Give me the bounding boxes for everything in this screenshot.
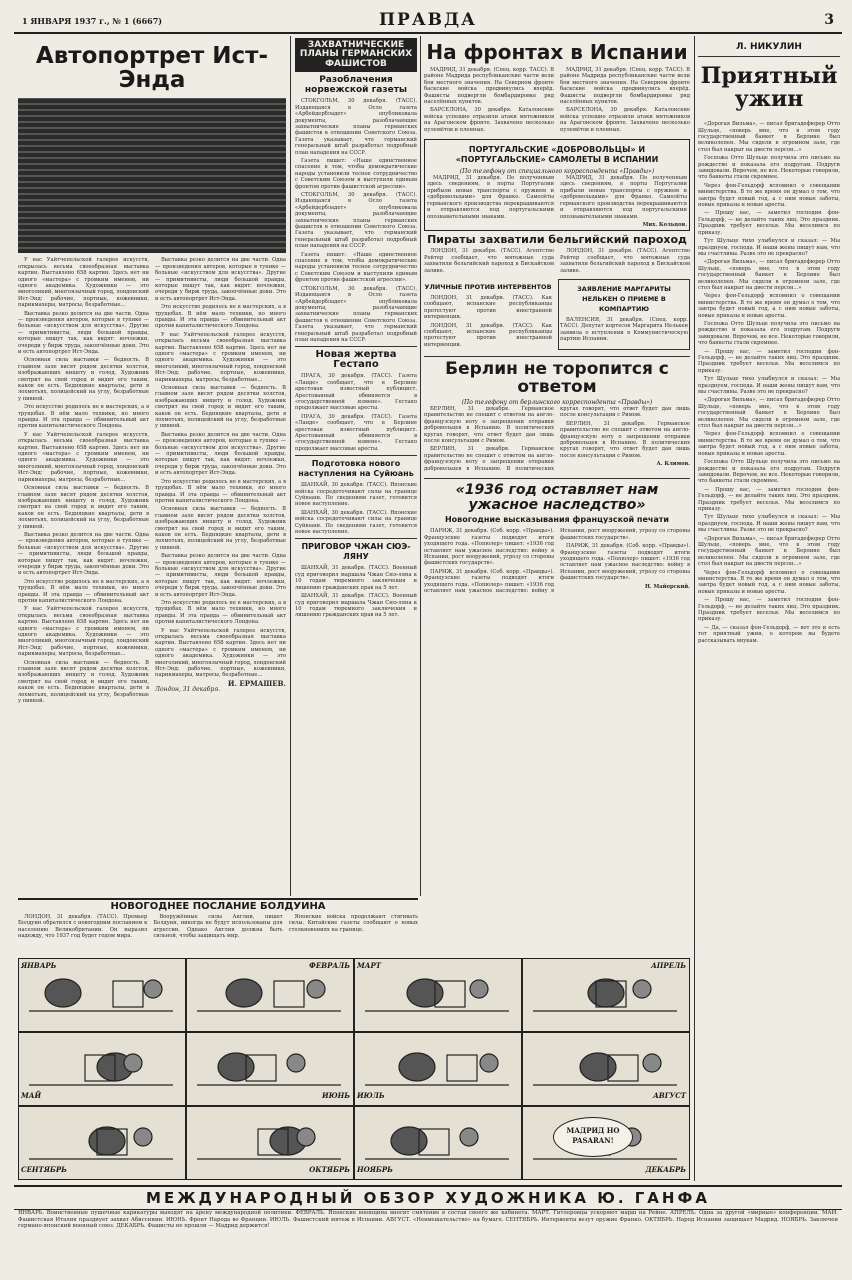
cartoon-panel xyxy=(522,1032,690,1106)
cartoon-figure xyxy=(643,1054,661,1072)
footer-caption: ЯНВАРЬ. Воинственные пушечные карикатуры выходят на арену международной политики. ФЕВРАЛЬ. Японские военщина вносит смятение в состав своего же кабинета. МАРТ. Гитлеровцы ускоряют марш на Рейне. АПРЕЛЬ. Одна за другой «мирные» конференции. МАЙ. Фашистская Италия празднует захват Абиссинии. ИЮНЬ. Фронт Народа во Франции. ИЮЛЬ. Фашистский мятеж в Испании. АВГУСТ. «Невмешательство» на бумаге. СЕНТЯБРЬ. Интервенты везут оружие Франко. ОКТЯБРЬ. Народ Испании защищает Мадрид. НОЯБРЬ. Заключен германо-японский военный союз. ДЕКАБРЬ. Фашисты не прошли — Мадрид держится! xyxy=(18,1210,838,1230)
cartoon-figure xyxy=(89,1127,125,1155)
cartoon-drawing xyxy=(23,971,179,1015)
cartoon-figure xyxy=(45,979,81,1007)
author-signature: И. ЕРМАШЕВ. xyxy=(227,678,286,688)
headline-suiyuan: Подготовка нового наступления на Суйюань xyxy=(295,455,417,479)
article-photo xyxy=(18,98,286,253)
cartoon-month-label: НОЯБРЬ xyxy=(357,1165,393,1174)
cartoon-month-label: ДЕКАБРЬ xyxy=(645,1165,686,1174)
cartoon-panel xyxy=(18,958,186,1032)
cartoon-drawing xyxy=(191,1045,347,1089)
cartoon-month-label: ОКТЯБРЬ xyxy=(309,1165,350,1174)
cartoon-panel xyxy=(354,958,522,1032)
cartoon-month-label: ЯНВАРЬ xyxy=(21,961,57,970)
madrid-sign: МАДРИД НО PASARAN! xyxy=(553,1117,633,1157)
article-body: МАДРИД, 31 декабря. (Спец. корр. ТАСС). В районе Мадрида республиканские части вели бои местного значения. На Северном фронте баскские войска продвинулись вперёд. Фашисты подвергли бомбардировке ряд населённых пунктов. БАРСЕЛОНА, 30 декабря. Каталонские войска успешно отразили атаки мятежников на Арагонском фронте. Захвачено несколько пулемётов и пленные. МАДРИД, 31 декабря. (Спец. корр. ТАСС). В районе Мадрида республиканские части вели бои местного значения. На Северном фронте баскские войска продвинулись вперёд. Фашисты подвергли бомбардировке ряд населённых пунктов. БАРСЕЛОНА, 30 декабря. Каталонские войска успешно отразили атаки мятежников на Арагонском фронте. Захвачено несколько пулемётов и пленные. xyxy=(424,67,690,133)
headline-uchlichnye: УЛИЧНЫЕ ПРОТИВ ИНТЕРВЕНТОВ xyxy=(424,282,552,291)
article-german-plans: ЗАХВАТНИЧЕСКИЕ ПЛАНЫ ГЕРМАНСКИХ ФАШИСТОВ Разоблачения норвежской газеты СТОКГОЛЬМ, 30 декабря. (ТАСС). Издающаяся в Осло газета «Арбейдербладет» опубликовала документы, разоблачающие захватнические планы германских фашистов в отношении Советского Союза. Газета указывает, что германский генеральный штаб разработал подробный план нападения на СССР. Газета пишет: «Наше единственное спасение в том, чтобы демократические народы установили тесное сотрудничество с Советским Союзом и выступили единым фронтом против фашистской агрессии». СТОКГОЛЬМ, 30 декабря. (ТАСС). Издающаяся в Осло газета «Арбейдербладет» опубликовала документы, разоблачающие захватнические планы германских фашистов в отношении Советского Союза. Газета указывает, что германский генеральный штаб разработал подробный план нападения на СССР. Газета пишет: «Наше единственное спасение в том, чтобы демократические народы установили тесное сотрудничество с Советским Союзом и выступили единым фронтом против фашистской агрессии». СТОКГОЛЬМ, 30 декабря. (ТАСС). Издающаяся в Осло газета «Арбейдербладет» опубликовала документы, разоблачающие захватнические планы германских фашистов в отношении Советского Союза. Газета указывает, что германский генеральный штаб разработал подробный план нападения на СССР. Новая жертва Гестапо ПРАГА, 30 декабря. (ТАСС). Газета «Ланде» сообщает, что в Берлине арестован известный публицист. Арестованный обвиняется в «государственной измене». Гестапо продолжает массовые аресты. ПРАГА, 30 декабря. (ТАСС). Газета «Ланде» сообщает, что в Берлине арестован известный публицист. Арестованный обвиняется в «государственной измене». Гестапо продолжает массовые аресты. Подготовка нового наступления на Суйюань ШАНХАЙ, 30 декабря. (ТАСС). Японские войска сосредоточивают силы на границе Суйюани. По сведениям газет, готовится новое наступление. ШАНХАЙ, 30 декабря. (ТАСС). Японские войска сосредоточивают силы на границе Суйюани. По сведениям газет, готовится новое наступление. ПРИГОВОР ЧЖАН СЮЭ-ЛЯНУ ШАНХАЙ, 31 декабря. (ТАСС). Военный суд приговорил маршала Чжан Сюэ-ляна к 10 годам тюремного заключения и лишению гражданских прав на 5 лет. ШАНХАЙ, 31 декабря. (ТАСС). Военный суд приговорил маршала Чжан Сюэ-ляна к 10 годам тюремного заключения и лишению гражданских прав на 5 лет. xyxy=(295,40,417,619)
cartoon-month-label: АПРЕЛЬ xyxy=(651,961,686,970)
headline-verdict: ПРИГОВОР ЧЖАН СЮЭ-ЛЯНУ xyxy=(295,538,417,562)
cartoon-month-label: ФЕВРАЛЬ xyxy=(309,961,350,970)
cartoon-month-label: ИЮНЬ xyxy=(321,1091,350,1100)
dateline: Лондон, 31 декабря. xyxy=(155,686,221,694)
cartoon-figure xyxy=(307,980,325,998)
cartoon-figure xyxy=(480,1054,498,1072)
column-divider xyxy=(694,36,695,1181)
article-body: СТОКГОЛЬМ, 30 декабря. (ТАСС). Издающаяся в Осло газета «Арбейдербладет» опубликовала документы, разоблачающие захватнические планы германских фашистов в отношении Советского Союза. Газета указывает, что германский генеральный штаб разработал подробный план нападения на СССР. Газета пишет: «Наше единственное спасение в том, чтобы демократические народы установили тесное сотрудничество с Советским Союзом и выступили единым фронтом против фашистской агрессии». СТОКГОЛЬМ, 30 декабря. (ТАСС). Издающаяся в Осло газета «Арбейдербладет» опубликовала документы, разоблачающие захватнические планы германских фашистов в отношении Советского Союза. Газета указывает, что германский генеральный штаб разработал подробный план нападения на СССР. Газета пишет: «Наше единственное спасение в том, чтобы демократические народы установили тесное сотрудничество с Советским Союзом и выступили единым фронтом против фашистской агрессии». СТОКГОЛЬМ, 30 декабря. (ТАСС). Издающаяся в Осло газета «Арбейдербладет» опубликовала документы, разоблачающие захватнические планы германских фашистов в отношении Советского Союза. Газета указывает, что германский генеральный штаб разработал подробный план нападения на СССР. xyxy=(295,98,417,343)
cartoon-panel xyxy=(18,1032,186,1106)
article-title: НОВОГОДНЕЕ ПОСЛАНИЕ БОЛДУИНА xyxy=(110,901,326,912)
cartoon-panel xyxy=(522,1106,690,1180)
issue-date: 1 ЯНВАРЯ 1937 г., № 1 (6667) xyxy=(22,16,163,26)
cartoon-figure xyxy=(588,979,624,1007)
cartoon-figure xyxy=(447,1055,477,1081)
headline-pirates: Пираты захватили бельгийский пароход xyxy=(427,233,687,247)
cartoon-panel xyxy=(522,958,690,1032)
cartoon-drawing xyxy=(191,971,347,1015)
cartoon-drawing xyxy=(23,1045,179,1089)
cartoon-month-label: МАРТ xyxy=(357,961,381,970)
cartoon-panel xyxy=(186,1032,354,1106)
headline-nelken: ЗАЯВЛЕНИЕ МАРГАРИТЫ НЕЛЬКЕН О ПРИЕМЕ В КОМПАРТИЮ xyxy=(577,284,671,313)
article-pleasant-dinner xyxy=(698,38,840,1180)
page-number: 3 xyxy=(824,12,834,28)
cartoon-drawing xyxy=(359,971,515,1015)
cartoon-month-label: АВГУСТ xyxy=(653,1091,686,1100)
masthead xyxy=(14,10,842,34)
cartoon-figure xyxy=(124,1054,142,1072)
cartoon-figure xyxy=(274,981,304,1007)
cartoon-figure xyxy=(226,979,262,1007)
article-spain: На фронтах в Испании МАДРИД, 31 декабря. (Спец. корр. ТАСС). В районе Мадрида республиканские части вели бои местного значения. На Северном фронте баскские войска продвинулись вперёд. Фашисты подвергли бомбардировке ряд населённых пунктов. БАРСЕЛОНА, 30 декабря. Каталонские войска успешно отразили атаки мятежников на Арагонском фронте. Захвачено несколько пулемётов и пленные. МАДРИД, 31 декабря. (Спец. корр. ТАСС). В районе Мадрида республиканские части вели бои местного значения. На Северном фронте баскские войска продвинулись вперёд. Фашисты подвергли бомбардировке ряд населённых пунктов. БАРСЕЛОНА, 30 декабря. Каталонские войска успешно отразили атаки мятежников на Арагонском фронте. Захвачено несколько пулемётов и пленные. ПОРТУГАЛЬСКИЕ «ДОБРОВОЛЬЦЫ» И «ПОРТУГАЛЬСКИЕ» САМОЛЕТЫ В ИСПАНИИ (По телефону от специального корреспондента «Правды») МАДРИД, 31 декабря. По полученным здесь сведениям, в порты Португалии прибыли новые транспорты с оружием и «добровольцами» для Франко. Самолёты германского производства перекрашиваются и отправляются под португальскими опознавательными знаками. МАДРИД, 31 декабря. По полученным здесь сведениям, в порты Португалии прибыли новые транспорты с оружием и «добровольцами» для Франко. Самолёты германского производства перекрашиваются и отправляются под португальскими опознавательными знаками. Мих. Кольцов. Пираты захватили бельгийский пароход ЛОНДОН, 31 декабря. (ТАСС). Агентство Рейтер сообщает, что мятежные суда захватили бельгийский пароход в Бискайском заливе. ЛОНДОН, 31 декабря. (ТАСС). Агентство Рейтер сообщает, что мятежные суда захватили бельгийский пароход в Бискайском заливе. УЛИЧНЫЕ ПРОТИВ ИНТЕРВЕНТОВ ЛОНДОН, 31 декабря. (ТАСС). Как сообщают, испанские республиканцы протестуют против иностранной интервенции. ЛОНДОН, 31 декабря. (ТАСС). Как сообщают, испанские республиканцы протестуют против иностранной интервенции. ЗАЯВЛЕНИЕ МАРГАРИТЫ НЕЛЬКЕН О ПРИЕМЕ В КОМПАРТИЮ ВАЛЕНСИЯ, 31 декабря. (Спец. корр. ТАСС). Депутат кортесов Маргарита Нелькен заявила о вступлении в Коммунистическую партию Испании. Берлин не торопится с ответом (По телефону от берлинского корреспондента «Правды») БЕРЛИН, 31 декабря. Германское правительство не спешит с ответом на англо-французскую ноту о запрещении отправки добровольцев в Испанию. В политических кругах говорят, что ответ будет дан лишь после консультации с Римом. БЕРЛИН, 31 декабря. Германское правительство не спешит с ответом на англо-французскую ноту о запрещении отправки добровольцев в Испанию. В политических кругах говорят, что ответ будет дан лишь после консультации с Римом. БЕРЛИН, 31 декабря. Германское правительство не спешит с ответом на англо-французскую ноту о запрещении отправки добровольцев в Испанию. В политических кругах говорят, что ответ будет дан лишь после консультации с Римом. А. Климов. «1936 год оставляет нам ужасное наследство» Новогодние высказывания французской печати ПАРИЖ, 31 декабря. (Соб. корр. «Правды»). Французские газеты подводят итоги уходящего года. «Попюлер» пишет: «1936 год оставляет нам ужасное наследство: войну в Испании, рост вооружений, угрозу со стороны фашистских государств». ПАРИЖ, 31 декабря. (Соб. корр. «Правды»). Французские газеты подводят итоги уходящего года. «Попюлер» пишет: «1936 год оставляет нам ужасное наследство: войну в Испании, рост вооружений, угрозу со стороны фашистских государств». ПАРИЖ, 31 декабря. (Соб. корр. «Правды»). Французские газеты подводят итоги уходящего года. «Попюлер» пишет: «1936 год оставляет нам ужасное наследство: войну в Испании, рост вооружений, угрозу со стороны фашистских государств». Н. Майорский. xyxy=(424,40,690,594)
headline-berlin: Берлин не торопится с ответом xyxy=(424,356,690,397)
column-divider xyxy=(290,36,291,896)
headline-gestapo: Новая жертва Гестапо xyxy=(295,346,417,370)
article-title: На фронтах в Испании xyxy=(426,40,688,64)
cartoon-panel xyxy=(18,1106,186,1180)
cartoon-month-label: ИЮЛЬ xyxy=(357,1091,385,1100)
box-portuguese: ПОРТУГАЛЬСКИЕ «ДОБРОВОЛЬЦЫ» И «ПОРТУГАЛЬСКИЕ» САМОЛЕТЫ В ИСПАНИИ (По телефону от специального корреспондента «Правды») МАДРИД, 31 декабря. По полученным здесь сведениям, в порты Португалии прибыли новые транспорты с оружием и «добровольцами» для Франко. Самолёты германского производства перекрашиваются и отправляются под португальскими опознавательными знаками. МАДРИД, 31 декабря. По полученным здесь сведениям, в порты Португалии прибыли новые транспорты с оружием и «добровольцами» для Франко. Самолёты германского производства перекрашиваются и отправляются под португальскими опознавательными знаками. Мих. Кольцов. xyxy=(424,139,690,231)
footer-title: МЕЖДУНАРОДНЫЙ ОБЗОР ХУДОЖНИКА Ю. ГАНФА xyxy=(14,1185,842,1210)
cartoon-figure xyxy=(287,1054,305,1072)
cartoon-figure xyxy=(470,980,488,998)
cartoon-drawing xyxy=(359,1045,515,1089)
cartoon-month-label: СЕНТЯБРЬ xyxy=(21,1165,67,1174)
subheadline: Разоблачения норвежской газеты xyxy=(304,75,408,96)
article-east-end xyxy=(18,38,286,893)
cartoon-drawing xyxy=(23,1119,179,1163)
cartoon-drawing xyxy=(527,971,683,1015)
cartoon-drawing xyxy=(359,1119,515,1163)
headline-1936: «1936 год оставляет нам ужасное наследство» xyxy=(424,478,690,512)
cartoon-figure xyxy=(144,980,162,998)
cartoon-figure xyxy=(460,1128,478,1146)
cartoon-month-label: МАЙ xyxy=(21,1091,42,1100)
newspaper-page xyxy=(14,10,842,1272)
cartoon-drawing xyxy=(527,1045,683,1089)
cartoon-panel xyxy=(354,1032,522,1106)
cartoon-figure xyxy=(580,1053,616,1081)
cartoon-figure xyxy=(218,1053,254,1081)
cartoon-figure xyxy=(297,1128,315,1146)
article-title: Приятный ужин xyxy=(700,63,838,113)
cartoon-drawing xyxy=(191,1119,347,1163)
article-body: «Дорогая Вильма», — писал бригадефюрер Отто Шульце, «поверь мне, что в этом году государственный банкет в Берлине был великолепен. Мы сидели в огромном зале, где стол был накрыт на двести персон...» Госпожа Отто Шульце получила это письмо на рождество и показала его подругам. Подруги завидовали. Впрочем, не все. Некоторые говорили, что банкеты стали скромнее. Через фон-Гельдорф вспомнил о совещании министерства. В то же время он думал о том, что завтра будет новый год, а с ним новые заботы, новые приказы и новые аресты. — Прошу вас, — заметил господин фон-Гельдорф, — не делайте таких лиц. Это праздник. Праздник требует веселья. Мы веселимся по приказу. Тут Шульце тихо улыбнулся и сказал: — Мы празднуем, господа. И наши жены пишут нам, что мы счастливы. Разве это не прекрасно? «Дорогая Вильма», — писал бригадефюрер Отто Шульце, «поверь мне, что в этом году государственный банкет в Берлине был великолепен. Мы сидели в огромном зале, где стол был накрыт на двести персон...» Через фон-Гельдорф вспомнил о совещании министерства. В то же время он думал о том, что завтра будет новый год, а с ним новые заботы, новые приказы и новые аресты. Госпожа Отто Шульце получила это письмо на рождество и показала его подругам. Подруги завидовали. Впрочем, не все. Некоторые говорили, что банкеты стали скромнее. — Прошу вас, — заметил господин фон-Гельдорф, — не делайте таких лиц. Это праздник. Праздник требует веселья. Мы веселимся по приказу. Тут Шульце тихо улыбнулся и сказал: — Мы празднуем, господа. И наши жены пишут нам, что мы счастливы. Разве это не прекрасно? «Дорогая Вильма», — писал бригадефюрер Отто Шульце, «поверь мне, что в этом году государственный банкет в Берлине был великолепен. Мы сидели в огромном зале, где стол был накрыт на двести персон...» Через фон-Гельдорф вспомнил о совещании министерства. В то же время он думал о том, что завтра будет новый год, а с ним новые заботы, новые приказы и новые аресты. Госпожа Отто Шульце получила это письмо на рождество и показала его подругам. Подруги завидовали. Впрочем, не все. Некоторые говорили, что банкеты стали скромнее. — Прошу вас, — заметил господин фон-Гельдорф, — не делайте таких лиц. Это праздник. Праздник требует веселья. Мы веселимся по приказу. Тут Шульце тихо улыбнулся и сказал: — Мы празднуем, господа. И наши жены пишут нам, что мы счастливы. Разве это не прекрасно? «Дорогая Вильма», — писал бригадефюрер Отто Шульце, «поверь мне, что в этом году государственный банкет в Берлине был великолепен. Мы сидели в огромном зале, где стол был накрыт на двести персон...» Через фон-Гельдорф вспомнил о совещании министерства. В то же время он думал о том, что завтра будет новый год, а с ним новые заботы, новые приказы и новые аресты. — Прошу вас, — заметил господин фон-Гельдорф, — не делайте таких лиц. Это праздник. Праздник требует веселья. Мы веселимся по приказу. — Да, — сказал фон-Гельдорф, — вот это и есть тот приятный ужин, о котором вы будете рассказывать внукам. xyxy=(698,121,840,644)
column-divider xyxy=(420,36,421,896)
cartoon-panel xyxy=(186,1106,354,1180)
cartoon-figure xyxy=(391,1127,427,1155)
article-body: У нас Уайтчепельской галерее искусств, открылась весьма своеобразная выставка картин. Выставлено 658 картин. Здесь нет ни одного «мастера» с громким именем, ни одного академика. Художники — это многоликий, многоязычный город, лондонский Ист-Энд: рабочие, портные, кожевники, парикмахеры, матросы, безработные... Выставка резко делится на две части. Одна — произведения авторов, которые в тупике — больные «искусством для искусства». Другие — примитивисты, люди большой правды, которые пишут так, как видят: ночлежки, очереди у бирж труда, закопчённые доки. Это и есть автопортрет Ист-Энда. Основная сила выставки — бедность. В главном зале висят рядом десятки холстов, изображающих нищету и голод. Художник смотрит на свой город и видит его таким, каков он есть. Бедняцкие кварталы, дети в лохмотьях, полицейский на углу, безработные у пивной. Это искусство родилось не в мастерских, а в трущобах. В нём мало техники, но много правды. И эта правда — обвинительный акт против капиталистического Лондона. У нас Уайтчепельской галерее искусств, открылась весьма своеобразная выставка картин. Выставлено 658 картин. Здесь нет ни одного «мастера» с громким именем, ни одного академика. Художники — это многоликий, многоязычный город, лондонский Ист-Энд: рабочие, портные, кожевники, парикмахеры, матросы, безработные... Основная сила выставки — бедность. В главном зале висят рядом десятки холстов, изображающих нищету и голод. Художник смотрит на свой город и видит его таким, каков он есть. Бедняцкие кварталы, дети в лохмотьях, полицейский на углу, безработные у пивной. Выставка резко делится на две части. Одна — произведения авторов, которые в тупике — больные «искусством для искусства». Другие — примитивисты, люди большой правды, которые пишут так, как видят: ночлежки, очереди у бирж труда, закопчённые доки. Это и есть автопортрет Ист-Энда. Это искусство родилось не в мастерских, а в трущобах. В нём мало техники, но много правды. И эта правда — обвинительный акт против капиталистического Лондона. У нас Уайтчепельской галерее искусств, открылась весьма своеобразная выставка картин. Выставлено 658 картин. Здесь нет ни одного «мастера» с громким именем, ни одного академика. Художники — это многоликий, многоязычный город, лондонский Ист-Энд: рабочие, портные, кожевники, парикмахеры, матросы, безработные... Основная сила выставки — бедность. В главном зале висят рядом десятки холстов, изображающих нищету и голод. Художник смотрит на свой город и видит его таким, каков он есть. Бедняцкие кварталы, дети в лохмотьях, полицейский на углу, безработные у пивной. Выставка резко делится на две части. Одна — произведения авторов, которые в тупике — больные «искусством для искусства». Другие — примитивисты, люди большой правды, которые пишут так, как видят: ночлежки, очереди у бирж труда, закопчённые доки. Это и есть автопортрет Ист-Энда. Это искусство родилось не в мастерских, а в трущобах. В нём мало техники, но много правды. И эта правда — обвинительный акт против капиталистического Лондона. У нас Уайтчепельской галерее искусств, открылась весьма своеобразная выставка картин. Выставлено 658 картин. Здесь нет ни одного «мастера» с громким именем, ни одного академика. Художники — это многоликий, многоязычный город, лондонский Ист-Энд: рабочие, портные, кожевники, парикмахеры, матросы, безработные... Основная сила выставки — бедность. В главном зале висят рядом десятки холстов, изображающих нищету и голод. Художник смотрит на свой город и видит его таким, каков он есть. Бедняцкие кварталы, дети в лохмотьях, полицейский на углу, безработные у пивной. Выставка резко делится на две части. Одна — произведения авторов, которые в тупике — больные «искусством для искусства». Другие — примитивисты, люди большой правды, которые пишут так, как видят: ночлежки, очереди у бирж труда, закопчённые доки. Это и есть автопортрет Ист-Энда. Это искусство родилось не в мастерских, а в трущобах. В нём мало техники, но много правды. И эта правда — обвинительный акт против капиталистического Лондона. Основная сила выставки — бедность. В главном зале висят рядом десятки холстов, изображающих нищету и голод. Художник смотрит на свой город и видит его таким, каков он есть. Бедняцкие кварталы, дети в лохмотьях, полицейский на углу, безработные у пивной. Выставка резко делится на две части. Одна — произведения авторов, которые в тупике — больные «искусством для искусства». Другие — примитивисты, люди большой правды, которые пишут так, как видят: ночлежки, очереди у бирж труда, закопчённые доки. Это и есть автопортрет Ист-Энда. Это искусство родилось не в мастерских, а в трущобах. В нём мало техники, но много правды. И эта правда — обвинительный акт против капиталистического Лондона. У нас Уайтчепельской галерее искусств, открылась весьма своеобразная выставка картин. Выставлено 658 картин. Здесь нет ни одного «мастера» с громким именем, ни одного академика. Художники — это многоликий, многоязычный город, лондонский Ист-Энд: рабочие, портные, кожевники, парикмахеры, матросы, безработные... И. ЕРМАШЕВ. Лондон, 31 декабря. xyxy=(18,257,286,705)
cartoon-panel xyxy=(186,958,354,1032)
headline-banner: ЗАХВАТНИЧЕСКИЕ ПЛАНЫ ГЕРМАНСКИХ ФАШИСТОВ xyxy=(295,38,417,72)
cartoon-figure xyxy=(113,981,143,1007)
cartoon-panel xyxy=(354,1106,522,1180)
article-title: Автопортрет Ист-Энда xyxy=(35,43,269,94)
author-name: Л. НИКУЛИН xyxy=(698,38,840,57)
cartoon-figure xyxy=(633,980,651,998)
article-baldwin: НОВОГОДНЕЕ ПОСЛАНИЕ БОЛДУИНА ЛОНДОН, 31 декабря. (ТАСС). Премьер Болдуин обратился с новогодним посланием к населению Великобритании. Он выразил надежду, что 1937 год будет годом мира. Вооружённые силы Англии, пишет Болдуин, никогда не будут использованы для агрессии. Однако Англия должна быть сильной, чтобы защищать мир. Японские войска продолжают стягивать силы. Китайские газеты сообщают о новых столкновениях на границе. xyxy=(18,898,418,958)
cartoon-figure xyxy=(134,1128,152,1146)
cartoon-figure xyxy=(407,979,443,1007)
cartoon-figure xyxy=(399,1053,435,1081)
newspaper-name: ПРАВДА xyxy=(378,10,477,30)
cartoon-grid xyxy=(18,958,690,1182)
